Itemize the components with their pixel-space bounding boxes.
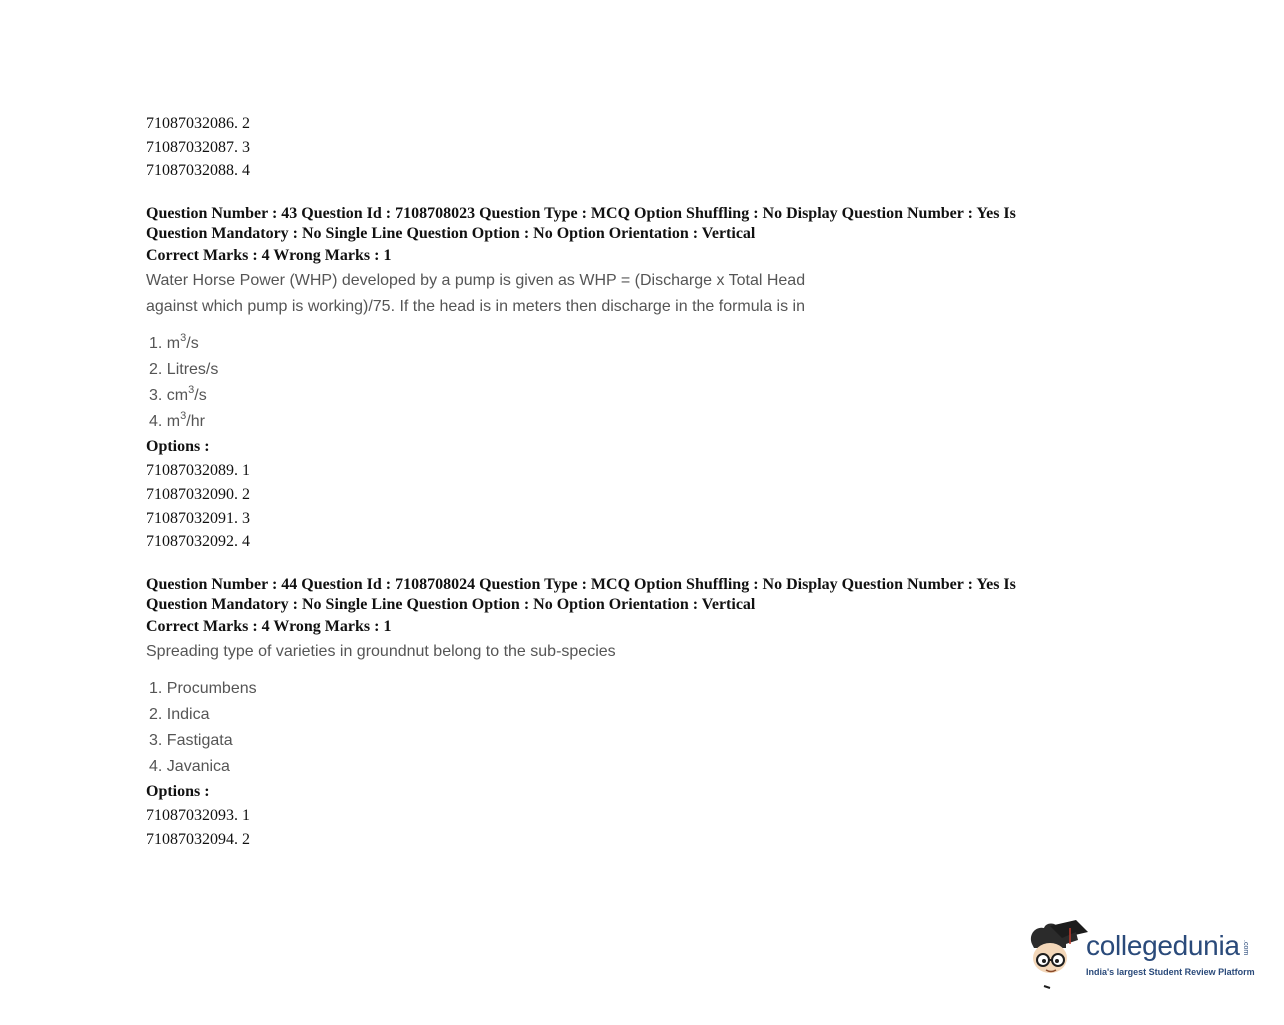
answer-choice: 1. $m^3/s$ bbox=[149, 331, 199, 353]
mascot-icon bbox=[1026, 918, 1088, 990]
question-block-44 bbox=[146, 575, 1146, 851]
answer-choice: 4. Javanica bbox=[149, 757, 230, 775]
collegedunia-logo bbox=[1026, 918, 1256, 990]
question-block-43 bbox=[146, 204, 1146, 554]
answer-choice: 2. Litres/s bbox=[149, 361, 219, 379]
answer-choice: 4. $m^3/hr$ bbox=[149, 409, 205, 431]
logo-wordmark: collegedunia bbox=[1086, 930, 1240, 961]
answer-choice: 2. Indica bbox=[149, 705, 210, 723]
question-meta-line-2: Question Mandatory : No Single Line Question Option : No Option Orientation : Vertical bbox=[146, 595, 756, 613]
question-stem-line-1: Water Horse Power (WHP) developed by a pump is given as WHP = (Discharge x Total Head bbox=[146, 272, 806, 290]
option-id-line: 71087032088. 4 bbox=[146, 162, 250, 180]
logo-tagline: India's largest Student Review Platform bbox=[1086, 967, 1255, 977]
option-id-line: 71087032089. 1 bbox=[146, 462, 250, 480]
document-page bbox=[146, 112, 1146, 851]
question-meta-line-1: Question Number : 44 Question Id : 7108708024 Question Type : MCQ Option Shuffling : No Display Question Number : Yes Is bbox=[146, 575, 1016, 593]
question-stem-line-2: against which pump is working)/75. If the head is in meters then discharge in the formula is in bbox=[146, 298, 805, 316]
logo-suffix: .com bbox=[1242, 940, 1249, 956]
option-id-line: 71087032086. 2 bbox=[146, 115, 250, 132]
question-meta-line-1: Question Number : 43 Question Id : 7108708023 Question Type : MCQ Option Shuffling : No Display Question Number : Yes Is bbox=[146, 205, 1016, 223]
answer-choice: 1. Procumbens bbox=[149, 679, 257, 697]
answer-choice: 3. $cm^3/s$ bbox=[149, 383, 207, 405]
options-label: Options : bbox=[146, 438, 210, 456]
answer-choices bbox=[149, 676, 1146, 780]
option-id-line: 71087032090. 2 bbox=[146, 485, 250, 503]
question-meta-line-2: Question Mandatory : No Single Line Question Option : No Option Orientation : Vertical bbox=[146, 225, 756, 243]
question-marks: Correct Marks : 4 Wrong Marks : 1 bbox=[146, 617, 392, 635]
answer-choices bbox=[149, 331, 1146, 435]
option-id-line: 71087032092. 4 bbox=[146, 533, 250, 551]
options-label: Options : bbox=[146, 782, 210, 800]
option-id-line: 71087032093. 1 bbox=[146, 806, 250, 824]
option-id-line: 71087032091. 3 bbox=[146, 509, 250, 527]
previous-options bbox=[146, 112, 1146, 183]
option-id-line: 71087032087. 3 bbox=[146, 138, 250, 156]
question-stem-line-1: Spreading type of varieties in groundnut belong to the sub-species bbox=[146, 642, 616, 660]
option-id-line: 71087032094. 2 bbox=[146, 830, 250, 848]
answer-choice: 3. Fastigata bbox=[149, 731, 233, 749]
question-marks: Correct Marks : 4 Wrong Marks : 1 bbox=[146, 247, 392, 265]
